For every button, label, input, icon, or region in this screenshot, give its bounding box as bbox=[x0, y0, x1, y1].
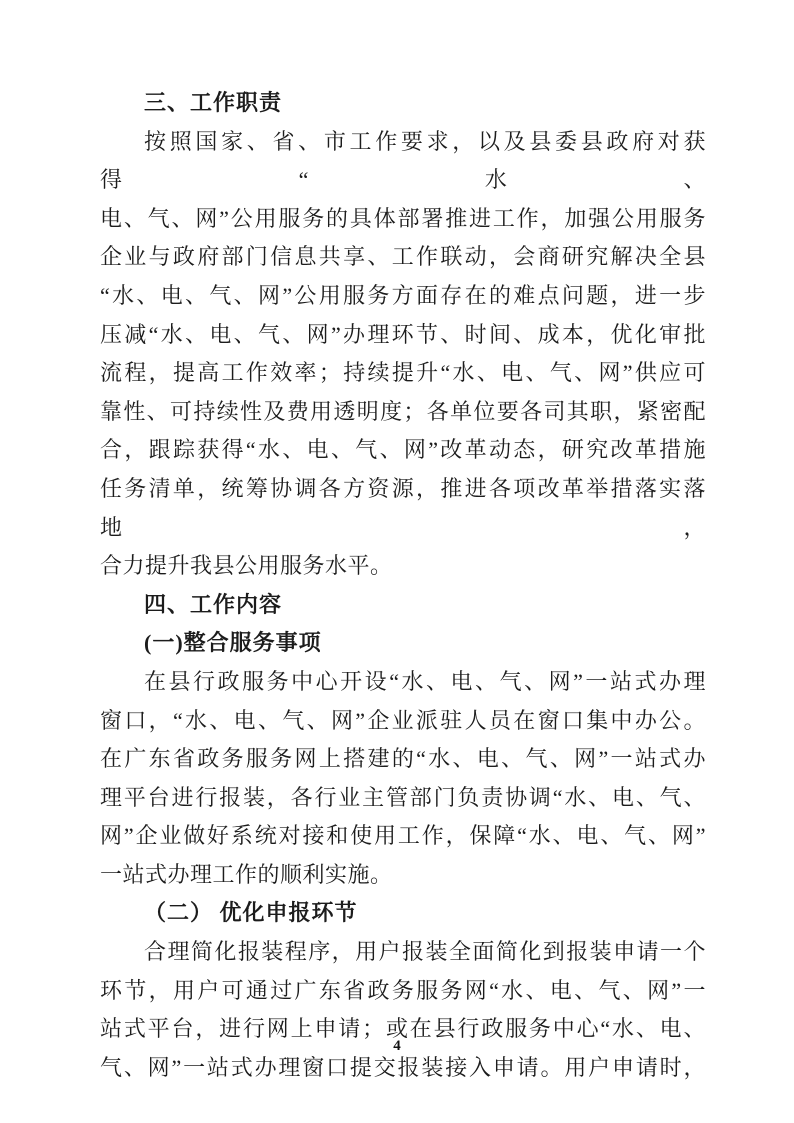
body-line: 电、气、网”公用服务的具体部署推进工作，加强公用服务 bbox=[100, 205, 706, 231]
body-line: 压减“水、电、气、网”办理环节、时间、成本，优化审批 bbox=[100, 321, 706, 347]
body-line: 任务清单，统筹协调各方资源，推进各项改革举措落实落地， bbox=[100, 475, 706, 540]
body-line: 网”企业做好系统对接和使用工作，保障“水、电、气、网” bbox=[100, 823, 706, 849]
body-line: 企业与政府部门信息共享、工作联动，会商研究解决全县 bbox=[100, 244, 706, 270]
body-line: 在县行政服务中心开设“水、电、气、网”一站式办理 bbox=[144, 668, 706, 694]
section-heading-3: 三、工作职责 bbox=[144, 90, 283, 115]
body-line: 一站式办理工作的顺利实施。 bbox=[100, 861, 393, 887]
body-line: 合，跟踪获得“水、电、气、网”改革动态，研究改革措施 bbox=[100, 437, 706, 463]
page-number: 4 bbox=[393, 1038, 401, 1054]
body-line: 气、网”一站式办理窗口提交报装接入申请。用户申请时， bbox=[100, 1054, 706, 1080]
body-line: 站式平台，进行网上申请；或在县行政服务中心“水、电、 bbox=[100, 1016, 706, 1042]
body-line: 在广东省政务服务网上搭建的“水、电、气、网”一站式办 bbox=[100, 746, 706, 772]
section-heading-4: 四、工作内容 bbox=[144, 591, 283, 617]
body-line: 窗口，“水、电、气、网”企业派驻人员在窗口集中办公。 bbox=[100, 707, 706, 733]
subsection-heading-1: (一)整合服务事项 bbox=[144, 630, 322, 656]
body-line: 流程，提高工作效率；持续提升“水、电、气、网”供应可 bbox=[100, 360, 706, 386]
subsection-heading-2: （二） 优化申报环节 bbox=[144, 900, 358, 926]
body-line: 环节，用户可通过广东省政务服务网“水、电、气、网”一 bbox=[100, 977, 706, 1003]
body-line: “水、电、气、网”公用服务方面存在的难点问题，进一步 bbox=[100, 282, 706, 308]
body-line: 合力提升我县公用服务水平。 bbox=[100, 553, 393, 579]
body-line: 靠性、可持续性及费用透明度；各单位要各司其职，紧密配 bbox=[100, 398, 706, 424]
body-line: 合理简化报装程序，用户报装全面简化到报装申请一个 bbox=[144, 939, 706, 965]
document-content bbox=[100, 84, 706, 1087]
body-line: 理平台进行报装，各行业主管部门负责协调“水、电、气、 bbox=[100, 784, 706, 810]
body-line: 按照国家、省、市工作要求，以及县委县政府对获得“水、 bbox=[100, 128, 706, 193]
